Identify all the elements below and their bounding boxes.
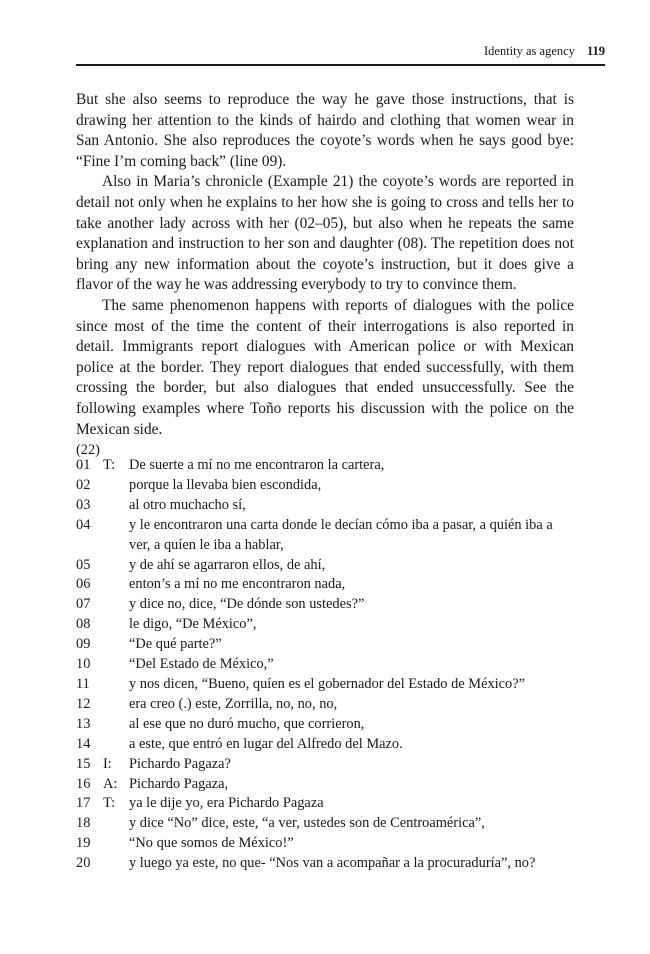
line-number: 11 [76, 675, 90, 692]
running-header [76, 40, 605, 62]
line-text: “Del Estado de México,” [129, 656, 274, 673]
line-text: al ese que no duró mucho, que corrieron, [129, 715, 365, 732]
transcript-line [76, 556, 576, 576]
line-number: 12 [76, 695, 91, 712]
line-number: 04 [76, 516, 91, 533]
transcript [76, 456, 576, 874]
speaker-label: A: [103, 775, 118, 792]
header-rule [76, 64, 605, 66]
transcript-line [76, 476, 576, 496]
line-text: y de ahí se agarraron ellos, de ahí, [129, 556, 326, 573]
speaker-label [103, 615, 129, 635]
line-number: 01 [76, 457, 91, 473]
speaker-label [103, 695, 129, 715]
line-text: y luego ya este, no que- “Nos van a acompañar a la procuraduría”, no? [129, 855, 536, 872]
transcript-line [76, 675, 576, 695]
running-title: Identity as agency [484, 43, 575, 58]
line-text: y le encontraron una carta donde le decían cómo iba a pasar, a quién iba a ver, a quíen le iba a hablar, [129, 516, 553, 553]
line-number: 05 [76, 556, 91, 573]
speaker-label: T: [103, 795, 116, 812]
speaker-label [103, 814, 129, 834]
line-text: porque la llevaba bien escondida, [129, 476, 322, 493]
transcript-line [76, 456, 576, 476]
line-text: le digo, “De México”, [129, 616, 257, 633]
transcript-line [76, 775, 576, 795]
speaker-label [103, 496, 129, 516]
speaker-label [103, 516, 129, 556]
speaker-label [103, 635, 129, 655]
line-number: 20 [76, 855, 91, 872]
paragraph: The same phenomenon happens with reports of dialogues with the police since most of the time the content of their interrogations is also reported in detail. Immigrants report dialogues with American police or with Mexican police at the border. They report dialogues that ended successfully, with them crossing the border, but also dialogues that ended unsuccessfully. See the following examples where Toño reports his discussion with the police on the Mexican side. [76, 296, 574, 438]
transcript-line [76, 655, 576, 675]
transcript-line [76, 516, 576, 556]
page-number: 119 [586, 43, 605, 58]
line-number: 15 [76, 755, 91, 772]
speaker-label [103, 575, 129, 595]
speaker-label [103, 715, 129, 735]
line-text: al otro muchacho sí, [129, 496, 246, 513]
paragraph: But she also seems to reproduce the way he gave those instructions, that is drawing her attention to the kinds of hairdo and clothing that women wear in San Antonio. She also reproduces the coyote’s words when he says good bye: “Fine I’m coming back” (line 09). [76, 91, 574, 170]
line-number: 07 [76, 596, 91, 613]
line-number: 10 [76, 656, 91, 673]
line-text: De suerte a mí no me encontraron la cartera, [129, 457, 385, 473]
line-text: y dice no, dice, “De dónde son ustedes?” [129, 596, 365, 613]
speaker-label [103, 834, 129, 854]
transcript-line [76, 755, 576, 775]
body-text [76, 90, 574, 440]
transcript-line [76, 735, 576, 755]
transcript-line [76, 615, 576, 635]
transcript-line [76, 854, 576, 874]
speaker-label [103, 595, 129, 615]
line-number: 08 [76, 616, 91, 633]
line-text: ya le dije yo, era Pichardo Pagaza [129, 795, 324, 812]
transcript-line [76, 595, 576, 615]
speaker-label: I: [103, 755, 112, 772]
speaker-label [103, 735, 129, 755]
transcript-line [76, 814, 576, 834]
line-text: enton’s a mí no me encontraron nada, [129, 576, 346, 593]
line-number: 06 [76, 576, 91, 593]
line-number: 19 [76, 835, 91, 852]
speaker-label [103, 476, 129, 496]
transcript-line [76, 794, 576, 814]
speaker-label: T: [103, 457, 116, 473]
line-number: 18 [76, 815, 91, 832]
transcript-line [76, 834, 576, 854]
line-text: “De qué parte?” [129, 636, 222, 653]
speaker-label [103, 556, 129, 576]
transcript-line [76, 575, 576, 595]
line-text: Pichardo Pagaza, [129, 775, 229, 792]
speaker-label [103, 854, 129, 874]
line-number: 16 [76, 775, 91, 792]
example-number: (22) [76, 442, 100, 458]
paragraph: Also in Maria’s chronicle (Example 21) the coyote’s words are reported in detail not only when he explains to her how she is going to cross and tells her to take another lady across with her (02–05), but also when he repeats the same explanation and instruction to her son and daughter (08). The repetition does not bring any new information about the coyote’s instruction, but it does give a flavor of the way he was addressing everybody to try to convince them. [76, 173, 574, 294]
line-text: a este, que entró en lugar del Alfredo del Mazo. [129, 735, 403, 752]
transcript-line [76, 635, 576, 655]
speaker-label [103, 655, 129, 675]
line-number: 17 [76, 795, 91, 812]
line-text: y nos dicen, “Bueno, quíen es el gobernador del Estado de México?” [129, 675, 526, 692]
line-number: 03 [76, 496, 91, 513]
transcript-line [76, 715, 576, 735]
transcript-line [76, 496, 576, 516]
line-number: 09 [76, 636, 91, 653]
line-text: era creo (.) este, Zorrilla, no, no, no, [129, 695, 338, 712]
line-text: y dice “No” dice, este, “a ver, ustedes son de Centroamérica”, [129, 815, 485, 832]
line-text: Pichardo Pagaza? [129, 755, 231, 772]
line-number: 13 [76, 715, 91, 732]
line-number: 02 [76, 476, 91, 493]
line-text: “No que somos de México!” [129, 835, 294, 852]
speaker-label [103, 675, 129, 695]
transcript-line [76, 695, 576, 715]
line-number: 14 [76, 735, 91, 752]
